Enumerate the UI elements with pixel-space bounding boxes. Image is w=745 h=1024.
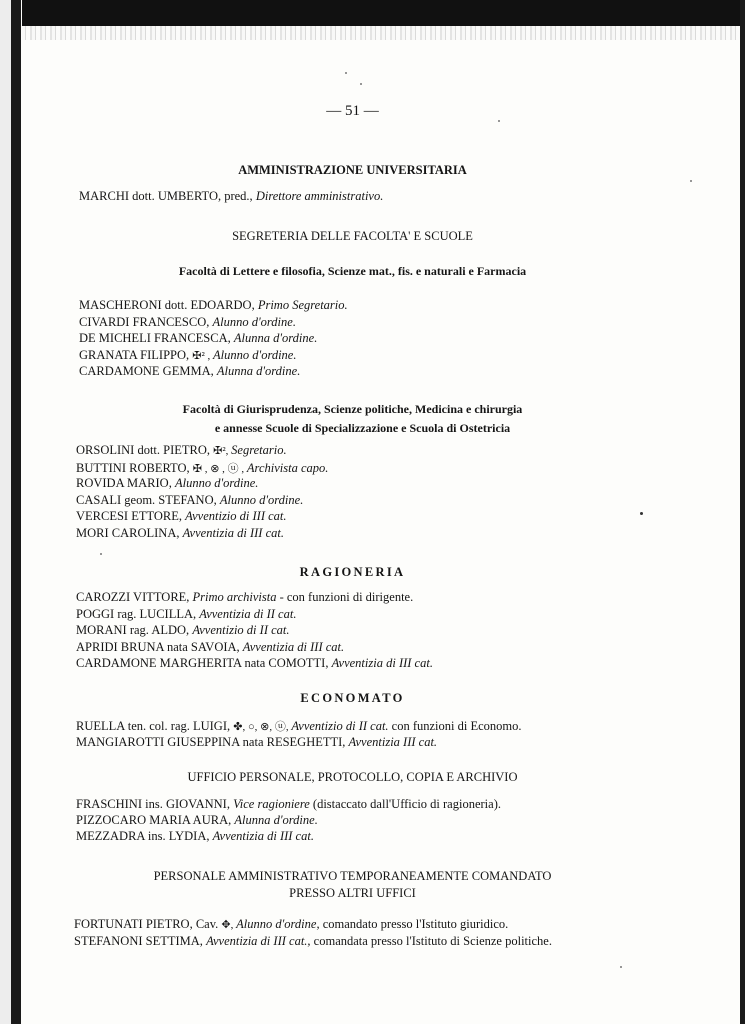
- entry-role: Avventizia di III cat.: [212, 829, 314, 843]
- entry-role: Avventizia di III cat.: [331, 656, 433, 670]
- honor-symbols: ✤, ○, ⊗, ⓤ,: [233, 721, 292, 733]
- entry-name: APRIDI BRUNA nata SAVOIA,: [76, 640, 243, 654]
- entry-role: Alunno d'ordine.: [219, 493, 304, 507]
- entry-line: [76, 813, 318, 828]
- entry-role: Avventizia III cat.: [348, 735, 438, 749]
- entry-note: con funzioni di Economo.: [388, 719, 522, 733]
- entry-name: PIZZOCARO MARIA AURA,: [76, 813, 235, 827]
- entry-name: VERCESI ETTORE,: [76, 509, 186, 523]
- entry-role: Alunno d'ordine,: [236, 917, 320, 931]
- entry-line: [79, 364, 300, 379]
- entry-name: STEFANONI SETTIMA,: [74, 934, 207, 948]
- entry-role: Avventizio di II cat.: [192, 623, 290, 637]
- scan-speck: [690, 180, 692, 182]
- entry-role: Alunna d'ordine.: [216, 364, 301, 378]
- entry-line: [76, 460, 328, 476]
- entry-name: CIVARDI FRANCESCO,: [79, 315, 213, 329]
- entry-line: [79, 348, 297, 363]
- entry-name: MEZZADRA ins. LYDIA,: [76, 829, 213, 843]
- subheading-facolta-giurisprudenza-1: Facoltà di Giurisprudenza, Scienze politiche, Medicina e chirurgia: [182, 402, 523, 416]
- entry-line: [74, 934, 552, 949]
- entry-role: Alunna d'ordine.: [233, 331, 318, 345]
- entry-role: Alunno d'ordine.: [212, 315, 296, 329]
- entry-line: [76, 797, 501, 812]
- entry-name: MORI CAROLINA,: [76, 526, 183, 540]
- entry-name: GRANATA FILIPPO,: [79, 348, 193, 362]
- entry-name: CASALI geom. STEFANO,: [76, 493, 220, 507]
- entry-name: MASCHERONI dott. EDOARDO,: [79, 298, 258, 312]
- entry-name: MARCHI dott. UMBERTO, pred.,: [79, 189, 256, 203]
- scan-speck: [620, 966, 622, 968]
- scan-speck: [498, 120, 500, 122]
- entry-line: [76, 829, 314, 844]
- heading-personale-comandato-2: PRESSO ALTRI UFFICI: [289, 886, 416, 900]
- entry-role: Direttore amministrativo.: [255, 189, 384, 203]
- entry-line: [76, 476, 258, 491]
- entry-role: Avventizia di II cat.: [199, 607, 297, 621]
- entry-role: Primo archivista: [192, 590, 277, 604]
- heading-ufficio-personale: UFFICIO PERSONALE, PROTOCOLLO, COPIA E ARCHIVIO: [187, 770, 518, 784]
- heading-amministrazione: AMMINISTRAZIONE UNIVERSITARIA: [238, 163, 467, 177]
- scan-speck: [360, 83, 362, 85]
- entry-note: comandato presso l'Istituto giuridico.: [319, 917, 509, 931]
- entry-role: Segretario.: [231, 443, 287, 457]
- entry-name: MANGIAROTTI GIUSEPPINA nata RESEGHETTI,: [76, 735, 349, 749]
- entry-role: Alunna d'ordine.: [234, 813, 318, 827]
- entry-line: [76, 640, 344, 655]
- entry-line: [79, 298, 348, 313]
- entry-role: Alunno d'ordine.: [213, 348, 297, 362]
- subheading-facolta-giurisprudenza-2: e annesse Scuole di Specializzazione e Scuola di Ostetricia: [214, 421, 511, 435]
- entry-role: Avventizio di II cat.: [291, 719, 389, 733]
- entry-role: Avventizio di III cat.: [185, 509, 287, 523]
- heading-segreteria: SEGRETERIA DELLE FACOLTA' E SCUOLE: [232, 229, 473, 243]
- entry-role: Archivista capo.: [246, 461, 329, 475]
- entry-line: [76, 718, 522, 734]
- entry-name: ORSOLINI dott. PIETRO,: [76, 443, 214, 457]
- entry-role: Avventizia di III cat.: [182, 526, 284, 540]
- entry-line: [76, 443, 287, 458]
- entry-role: Alunno d'ordine.: [174, 476, 259, 490]
- entry-line: [76, 656, 433, 671]
- entry-line: [76, 623, 290, 638]
- honor-symbols: ✠ , ⊗ , ⓤ ,: [192, 463, 247, 475]
- entry-role: Avventizia di III cat.,: [206, 934, 311, 948]
- scan-speck: [100, 553, 102, 555]
- entry-line: [76, 607, 296, 622]
- heading-economato: ECONOMATO: [300, 691, 405, 705]
- entry-name: CARDAMONE GEMMA,: [79, 364, 217, 378]
- heading-personale-comandato-1: PERSONALE AMMINISTRATIVO TEMPORANEAMENTE COMANDATO: [153, 869, 552, 883]
- entry-role: Vice ragioniere: [233, 797, 310, 811]
- entry-line: [76, 735, 437, 750]
- honor-symbols: ✠²,: [213, 445, 232, 457]
- entry-note: - con funzioni di dirigente.: [276, 590, 414, 604]
- entry-note: comandata presso l'Istituto di Scienze politiche.: [310, 934, 552, 948]
- entry-name: CARDAMONE MARGHERITA nata COMOTTI,: [76, 656, 332, 670]
- entry-name: FRASCHINI ins. GIOVANNI,: [76, 797, 234, 811]
- entry-note: (distaccato dall'Ufficio di ragioneria).: [309, 797, 501, 811]
- entry-line: [76, 590, 413, 605]
- entry-line: [74, 917, 508, 932]
- entry-line: [79, 331, 317, 346]
- entry-name: MORANI rag. ALDO,: [76, 623, 193, 637]
- entry-line: [76, 509, 287, 524]
- entry-line: [76, 526, 284, 541]
- entry-name: DE MICHELI FRANCESCA,: [79, 331, 234, 345]
- entry-role: Avventizia di III cat.: [242, 640, 345, 654]
- entry-role: Primo Segretario.: [257, 298, 348, 312]
- scan-speck: [345, 72, 347, 74]
- entry-name: CAROZZI VITTORE,: [76, 590, 193, 604]
- honor-symbols: ✥,: [221, 919, 237, 931]
- entry-line: [76, 493, 303, 508]
- entry-name: POGGI rag. LUCILLA,: [76, 607, 200, 621]
- entry-line: [79, 315, 296, 330]
- entry-name: RUELLA ten. col. rag. LUIGI,: [76, 719, 234, 733]
- entry-line: [79, 189, 383, 204]
- entry-name: BUTTINI ROBERTO,: [76, 461, 193, 475]
- honor-symbols: ✠² ,: [192, 350, 214, 362]
- entry-name: ROVIDA MARIO,: [76, 476, 175, 490]
- heading-ragioneria: RAGIONERIA: [299, 565, 406, 579]
- entry-name: FORTUNATI PIETRO, Cav.: [74, 917, 222, 931]
- page-number: — 51 —: [326, 103, 379, 119]
- subheading-facolta-lettere: Facoltà di Lettere e filosofia, Scienze mat., fis. e naturali e Farmacia: [178, 264, 527, 278]
- scan-speck: [640, 512, 643, 515]
